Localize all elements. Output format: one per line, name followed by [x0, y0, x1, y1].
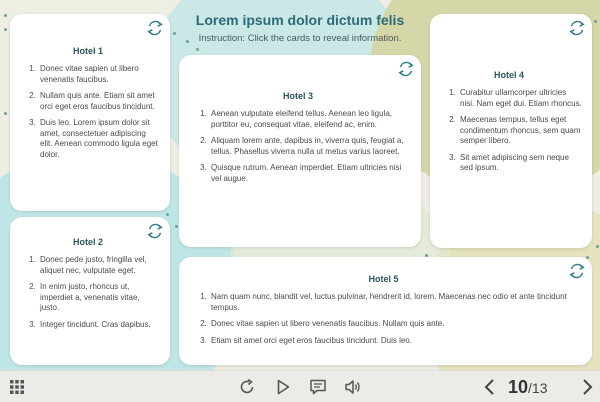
card-list: [16, 64, 160, 160]
page-title: Lorem ipsum dolor dictum felis: [195, 12, 405, 28]
list-item: 1. Aenean vulputate eleifend tellus. Aenean leo ligula, porttitor eu, consequat vitae, eleifend ac, enim.: [209, 109, 409, 130]
list-item: 3. Duis leo. Lorem ipsum dolor sit amet, consectetuer adipiscing elit. Aenean commodo ligula eget dolor.: [38, 118, 160, 160]
current-page: 10: [508, 377, 529, 397]
flip-icon[interactable]: [568, 262, 586, 280]
card-list: [436, 88, 582, 174]
list-item: 3. Integer tincidunt. Cras dapibus.: [38, 320, 160, 331]
decor-dot: [4, 14, 7, 17]
hotel-card-2[interactable]: [10, 217, 170, 365]
card-list: [16, 255, 160, 330]
list-item: 3. Quisque rutrum. Aenean imperdiet. Etiam ultricies nisi vel augue.: [209, 163, 409, 184]
hotel-card-3[interactable]: [179, 55, 421, 247]
play-icon[interactable]: [274, 378, 292, 396]
page-indicator: [508, 377, 548, 398]
list-item: 1. Donec pede justo, fringilla vel, aliquet nec, vulputate eget.: [38, 255, 160, 276]
chevron-left-icon[interactable]: [481, 378, 499, 396]
captions-icon[interactable]: [309, 378, 327, 396]
volume-icon[interactable]: [344, 378, 362, 396]
decor-dot: [596, 245, 599, 248]
list-item: 2. Donec vitae sapien ut libero venenatis faucibus. Nullam quis ante.: [209, 319, 580, 330]
list-item: 1. Nam quam nunc, blandit vel, luctus pulvinar, hendrerit id, lorem. Maecenas nec odio et ante tincidunt tempus.: [209, 292, 580, 313]
list-item: 2. Nullam quis ante. Etiam sit amet orci eget eros faucibus tincidunt.: [38, 91, 160, 112]
decor-dot: [4, 112, 7, 115]
flip-icon[interactable]: [146, 222, 164, 240]
total-pages: /13: [528, 380, 548, 396]
list-item: 3. Sit amet adipiscing sem neque sed ipsum.: [458, 153, 582, 174]
card-title: Hotel 2: [72, 237, 103, 247]
hotel-card-1[interactable]: [10, 14, 170, 211]
list-item: 2. Aliquam lorem ante, dapibus in, viverra quis, feugiat a, tellus. Phasellus viverra nulla ut metus varius laoreet.: [209, 136, 409, 157]
decor-dot: [166, 213, 169, 216]
player-control-bar: [0, 370, 600, 402]
instruction-text: Instruction: Click the cards to reveal information.: [198, 33, 402, 44]
decor-dot: [175, 225, 178, 228]
flip-icon[interactable]: [397, 60, 415, 78]
decor-dot: [4, 28, 7, 31]
card-title: Hotel 1: [72, 46, 103, 56]
list-item: 1. Donec vitae sapien ut libero venenatis faucibus.: [38, 64, 160, 85]
card-title: Hotel 3: [282, 91, 313, 101]
menu-grid-icon[interactable]: [8, 378, 26, 396]
chevron-right-icon[interactable]: [578, 378, 596, 396]
card-list: [187, 292, 580, 346]
hotel-card-5[interactable]: [179, 257, 592, 365]
replay-icon[interactable]: [238, 378, 256, 396]
card-title: Hotel 4: [493, 70, 524, 80]
flip-icon[interactable]: [146, 19, 164, 37]
decor-dot: [196, 48, 199, 51]
card-list: [187, 109, 409, 184]
list-item: 1. Curabitur ullamcorper ultricies nisi. Nam eget dui. Etiam rhoncus.: [458, 88, 582, 109]
list-item: 3. Etiam sit amet orci eget eros faucibus tincidunt. Duis leo.: [209, 336, 580, 347]
decor-dot: [594, 20, 597, 23]
list-item: 2. In enim justo, rhoncus ut, imperdiet a, venenatis vitae, justo.: [38, 282, 160, 314]
flip-icon[interactable]: [568, 19, 586, 37]
list-item: 2. Maecenas tempus, tellus eget condimentum rhoncus, sem quam semper libero.: [458, 115, 582, 147]
card-title: Hotel 5: [368, 274, 399, 284]
hotel-card-4[interactable]: [430, 14, 592, 248]
